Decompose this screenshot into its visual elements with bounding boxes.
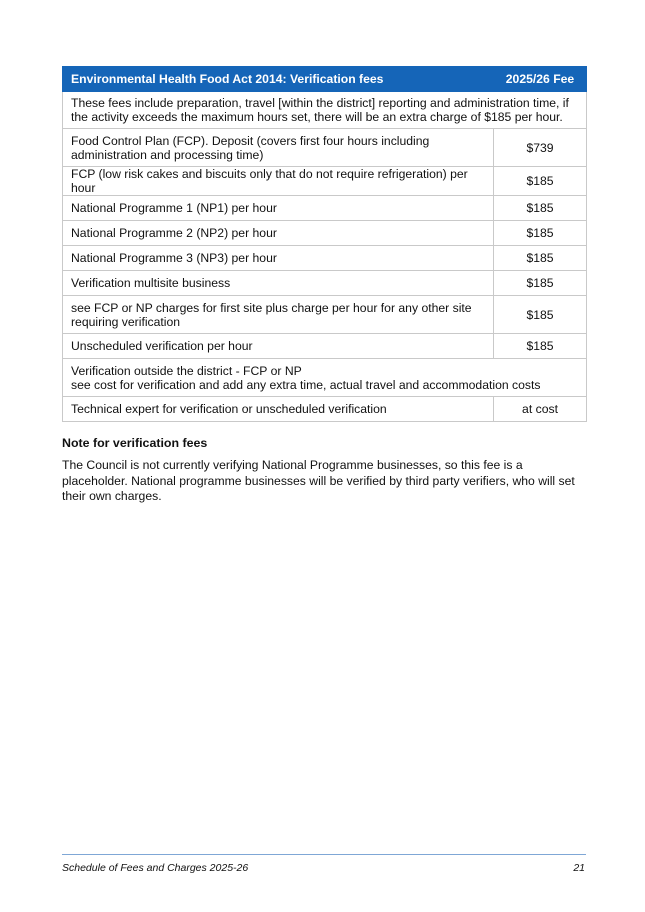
outside-district-line2: see cost for verification and add any extra time, actual travel and accommodation costs (71, 377, 541, 392)
fee-amount: $185 (494, 196, 587, 221)
fee-description: National Programme 3 (NP3) per hour (63, 246, 494, 271)
table-row (63, 246, 587, 271)
footer-page-number: 21 (573, 862, 585, 874)
table-header-row (63, 67, 587, 92)
intro-row (63, 92, 587, 129)
intro-text: These fees include preparation, travel [within the district] reporting and administration time, if the activity exceeds the maximum hours set, there will be an extra charge of $185 per hour. (63, 92, 587, 129)
table-row (63, 397, 587, 422)
fee-amount: $185 (494, 271, 587, 296)
footer-divider (62, 854, 586, 855)
outside-district-row (63, 359, 587, 397)
table-row (63, 129, 587, 167)
fee-amount: $185 (494, 334, 587, 359)
fee-amount: $185 (494, 221, 587, 246)
note-heading: Note for verification fees (62, 436, 208, 450)
footer-document-title: Schedule of Fees and Charges 2025-26 (62, 862, 249, 874)
fee-description: Technical expert for verification or unscheduled verification (63, 397, 494, 422)
table-title: Environmental Health Food Act 2014: Verification fees (63, 67, 494, 92)
fee-amount: $739 (494, 129, 587, 167)
fee-description: Verification multisite business (63, 271, 494, 296)
fee-description: see FCP or NP charges for first site plus charge per hour for any other site requiring verification (63, 296, 494, 334)
fee-amount: $185 (494, 296, 587, 334)
verification-fees-table (62, 66, 587, 422)
outside-district-cell (63, 359, 587, 397)
note-body: The Council is not currently verifying National Programme businesses, so this fee is a placeholder. National programme businesses will be verified by third party verifiers, who will set their own charges. (62, 458, 575, 503)
fee-description: FCP (low risk cakes and biscuits only that do not require refrigeration) per hour (63, 167, 494, 196)
table-row (63, 271, 587, 296)
table-row (63, 296, 587, 334)
fee-description: National Programme 2 (NP2) per hour (63, 221, 494, 246)
table-row (63, 167, 587, 196)
table-row (63, 334, 587, 359)
fee-description: Unscheduled verification per hour (63, 334, 494, 359)
fee-description: National Programme 1 (NP1) per hour (63, 196, 494, 221)
fee-amount: $185 (494, 246, 587, 271)
table-row (63, 196, 587, 221)
table-row (63, 221, 587, 246)
fee-column-header: 2025/26 Fee (494, 67, 587, 92)
fee-amount: at cost (494, 397, 587, 422)
fee-description: Food Control Plan (FCP). Deposit (covers first four hours including administration and processing time) (63, 129, 494, 167)
fee-amount: $185 (494, 167, 587, 196)
outside-district-line1: Verification outside the district - FCP or NP (71, 363, 302, 378)
